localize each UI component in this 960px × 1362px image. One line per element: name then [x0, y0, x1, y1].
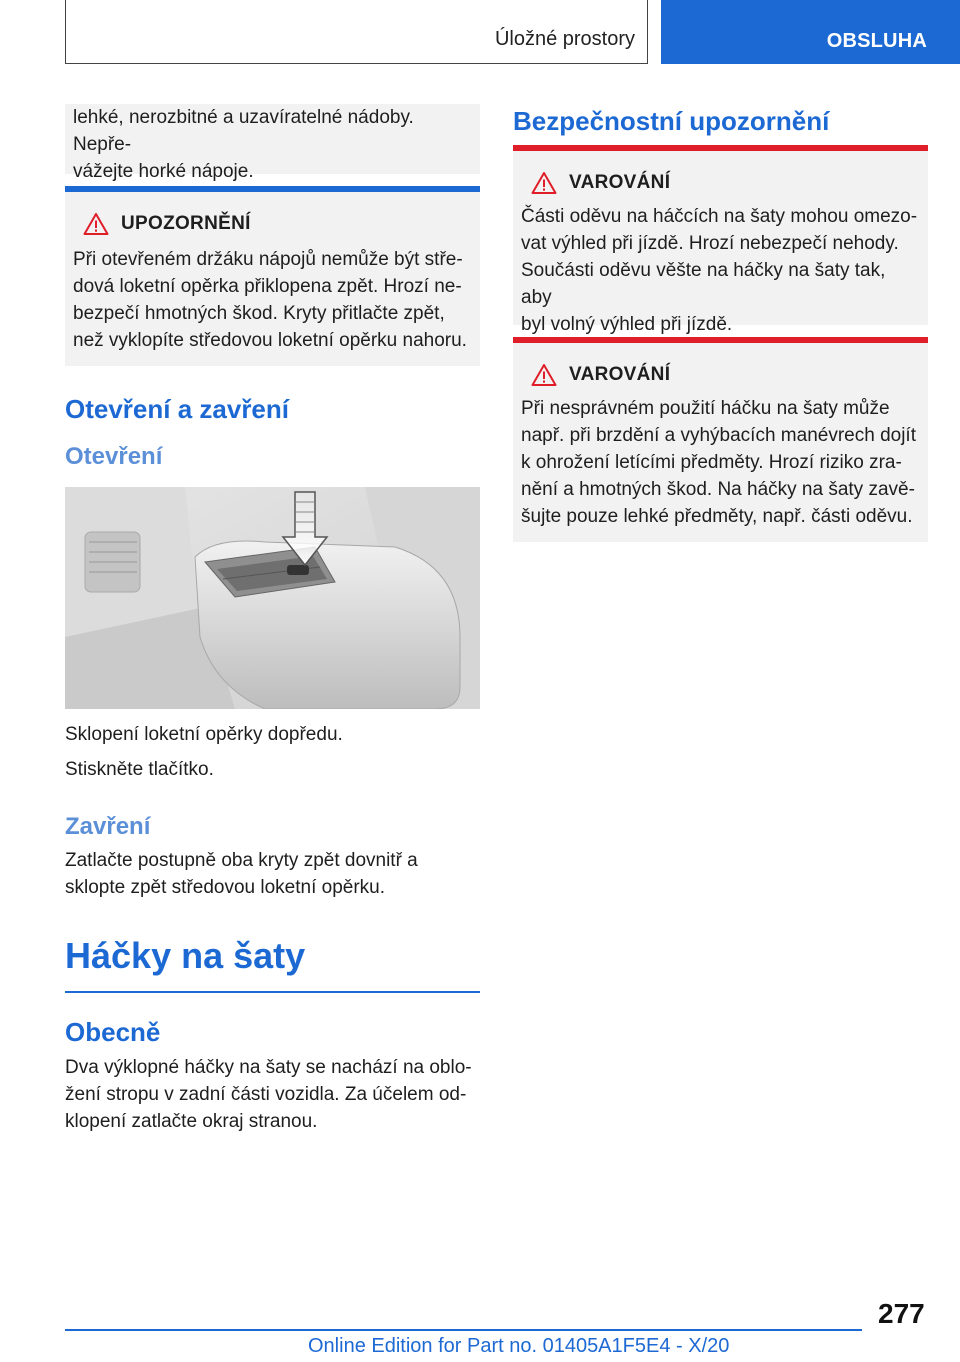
armrest-photo — [65, 487, 480, 709]
warning-line: šujte pouze lehké předměty, např. části oděvu. — [521, 506, 913, 527]
intro-line: lehké, nerozbitné a uzavíratelné nádoby. Nepře- — [73, 107, 414, 155]
notice-line: než vyklopíte středovou loketní opěrku nahoru. — [73, 330, 467, 351]
intro-line: vážejte horké nápoje. — [73, 161, 254, 182]
warning-line: Součásti oděvu věšte na háčky na šaty tak, aby — [521, 260, 886, 308]
notice-line: bezpečí hmotných škod. Kryty přitlačte zpět, — [73, 303, 445, 324]
open-step: Sklopení loketní opěrky dopředu. — [65, 724, 343, 745]
notice-box — [65, 186, 480, 366]
warning-line: Části oděvu na háčcích na šaty mohou omezo- — [521, 206, 918, 227]
heading-rule — [65, 991, 480, 993]
warning-triangle-icon — [83, 212, 109, 236]
footer-edition[interactable]: Online Edition for Part no. 01405A1F5E4 - X/20 — [308, 1335, 730, 1357]
warning-line: Při nesprávném použití háčku na šaty může — [521, 398, 890, 419]
warning-box — [513, 145, 928, 335]
footer-rule — [65, 1329, 862, 1331]
left-column — [65, 104, 480, 1135]
subheading-general: Obecně — [65, 1017, 161, 1047]
heading-safety: Bezpečnostní upozornění — [513, 106, 830, 136]
notice-line: Při otevřeném držáku nápojů nemůže být stře- — [73, 249, 463, 270]
warning-line: k ohrožení letícími předměty. Hrozí riziko zra- — [521, 452, 902, 473]
heading-open-close: Otevření a zavření — [65, 394, 289, 424]
close-line: sklopte zpět středovou loketní opěrku. — [65, 877, 386, 898]
notice-title: UPOZORNĚNÍ — [121, 213, 251, 234]
page-number: 277 — [878, 1298, 925, 1329]
header-section-title: Úložné prostory — [494, 28, 635, 50]
warning-line: např. při brzdění a vyhýbacích manévrech dojít — [521, 425, 916, 446]
general-line: Dva výklopné háčky na šaty se nachází na oblo- — [65, 1057, 472, 1078]
warning-line: byl volný výhled při jízdě. — [521, 314, 733, 335]
general-line: žení stropu v zadní části vozidla. Za účelem od- — [65, 1084, 467, 1105]
open-step: Stiskněte tlačítko. — [65, 759, 214, 780]
warning-triangle-icon — [531, 171, 557, 195]
heading-hooks: Háčky na šaty — [65, 935, 306, 976]
header-chapter-label: OBSLUHA — [826, 30, 927, 52]
warning-line: nění a hmotných škod. Na háčky na šaty zavě- — [521, 479, 915, 500]
warning-box — [513, 337, 928, 542]
warning-triangle-icon — [531, 363, 557, 387]
header-section-box — [65, 0, 648, 64]
warning-title: VAROVÁNÍ — [569, 364, 671, 385]
subheading-open: Otevření — [65, 443, 163, 470]
close-line: Zatlačte postupně oba kryty zpět dovnitř a — [65, 850, 418, 871]
warning-line: vat výhled při jízdě. Hrozí nebezpečí nehody. — [521, 233, 899, 254]
header-chapter-tab[interactable] — [661, 0, 960, 64]
intro-box — [65, 104, 480, 182]
warning-title: VAROVÁNÍ — [569, 172, 671, 193]
notice-line: dová loketní opěrka přiklopena zpět. Hrozí ne- — [73, 276, 462, 297]
general-line: klopení zatlačte okraj stranou. — [65, 1111, 318, 1132]
subheading-close: Zavření — [65, 813, 151, 840]
right-column — [513, 104, 928, 542]
